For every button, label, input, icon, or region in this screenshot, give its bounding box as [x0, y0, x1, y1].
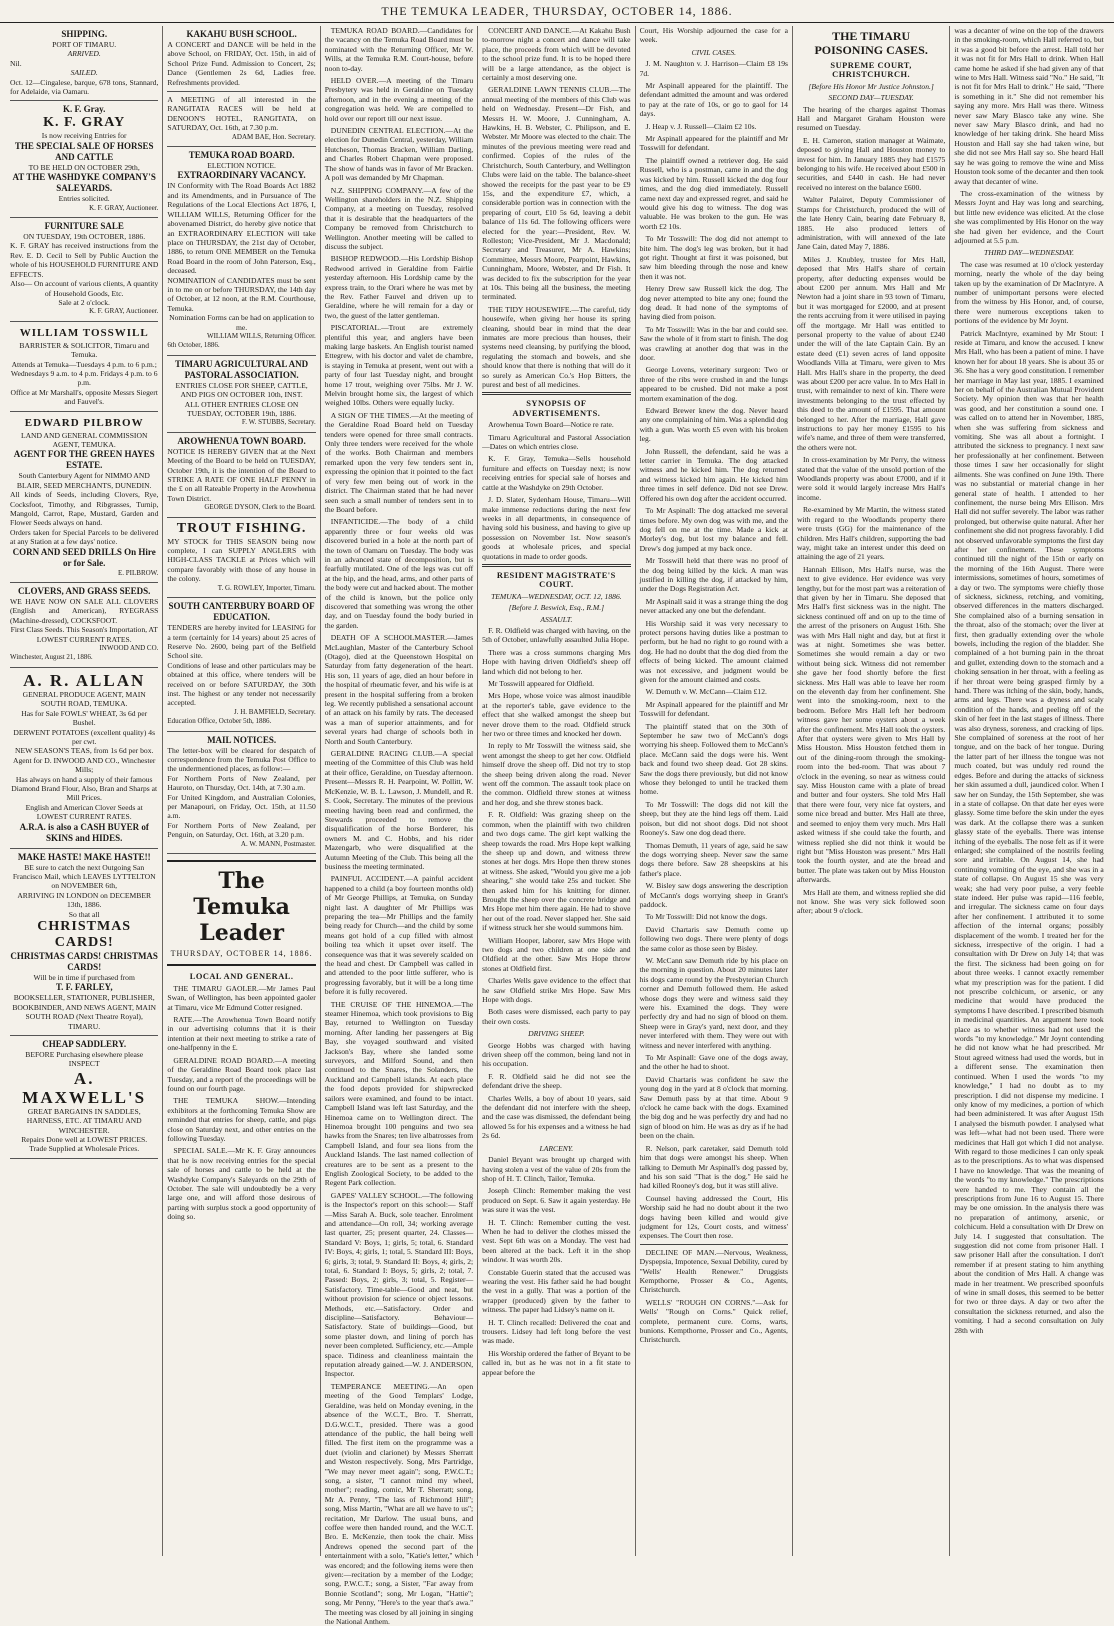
clovers-signature: INWOOD AND CO.: [99, 644, 159, 653]
allan-line-2: Has for Sale FOWLS' WHEAT, 3s 6d per Bushel.: [21, 708, 148, 728]
haste-line-3: So that all: [68, 909, 100, 919]
paper-title-block: [167, 860, 315, 966]
arowhenua-rate-ad: [167, 433, 315, 518]
road-board-date: 6th October, 1886.: [167, 341, 220, 350]
news-item: PAINFUL ACCIDENT.—A painful accident happened to a child (a boy fourteen months old) of Mr George Phillips, at Temuka, on Sunday night last. A daughter of Mr Phillips was preparing the tea—Mr Phillips and the family being ready for Church—and the child by some means got hold of a cup filled with almost boiling tea which it upset over itself. The consequence was that it was severely scalded on the head and chest. Dr Campbell was called in and attended to the poor little sufferer, who is progressing favorably, but it will be a long time before it is fully recovered.: [324, 874, 474, 997]
gray-line-2: THE SPECIAL SALE OF HORSES AND CATTLE: [14, 140, 154, 162]
pilbrow-line-6: CORN AND SEED DRILLS On Hire or for Sale.: [12, 546, 156, 568]
court-paragraph: His Worship ordered the father of Bryant to be called in, but as he was not in a fit state to appear before the: [482, 1348, 631, 1377]
clovers-line-1: WE HAVE NOW ON SALE ALL CLOVERS (English and American), RYEGRASS (Machine-dressed), COCKSFOOT.: [10, 597, 159, 625]
court-paragraph: W. Bisley saw dogs answering the description of McCann's dogs worrying sheep in Grant's paddock.: [639, 881, 788, 909]
pilbrow-line-2: AGENT FOR THE GREEN HAYES ESTATE.: [13, 449, 155, 471]
court-paragraph: David Chartaris was confident he saw the young dog in the yard at 8 o'clock that morning. Saw Demuth pass by at that time. About 9 o'clock he came back with the dogs. Examined the big dog and he was perfectly dry and had no sign of blood on him. He was as dry as if he had been on the chain.: [639, 1074, 788, 1141]
court-paragraph: Court, His Worship adjourned the case for a week.: [639, 26, 788, 45]
allan-ad: [10, 668, 158, 849]
court-paragraph: W. McCann saw Demuth ride by his place on the morning in question. About 20 minutes later his dogs came round by the Presbyterian Church corner and Demuth followed them. He asked whose dogs they were and witness said they were his. Examined the dogs. They were perfectly dry and had no sign of blood on them. Sheep were in Gray's yard, next door, and they never interfered with them. They were out with witness and never interfered with anything.: [639, 955, 788, 1050]
shipping-sailed: SAILED.: [70, 68, 98, 78]
court-paragraph: Joseph Clinch: Remember making the vest produced on Sept. 6. Saw it again yesterday. He was sure it was the vest.: [482, 1186, 631, 1215]
court-paragraph: W. Demuth v. W. McCann—Claim £12.: [645, 687, 767, 697]
court-paragraph: David Chartaris saw Demuth come up following two dogs. There were plenty of dogs the same color as those seen by Bisley.: [639, 924, 788, 953]
court-paragraph: J. Heap v. J. Russell—Claim £2 10s.: [645, 121, 757, 131]
court-paragraph: Mr Aspinall said it was a strange thing the dog never attacked any one but the defendant.: [639, 596, 788, 616]
road-board-heading: TEMUKA ROAD BOARD.: [188, 150, 295, 161]
arowhenua-signature: GEORGE DYSON, Clerk to the Board.: [204, 503, 316, 512]
trial-paragraph: E. H. Cameron, station manager at Waimate, deposed to giving Hall and Houston money to invest for him. In January 1885 they had £1575 belonging to his wife. He received about £500 in securities, and £440 in cash. He had never received no interest on the balance £600.: [796, 135, 946, 192]
trial-paragraph: Miles J. Knubley, trustee for Mrs Hall, deposed that Mrs Hall's share of certain property, after deducting expenses would be about £200 per annum. Mrs Hall and Mr Newton had a joint share in 93 town of Timaru, but it was mortgaged for £2000, and at present the rents accruing from it were utilised in paying off the mortgage. Mr Hall was entitled to personal property to the value of about £240 under the will of the late Captain Cain. By an estate deed (£1) seven acres of land opposite Woodlands Villa at Timaru, were given to Mrs Hall. Mrs Hall's share in the property, the deed was about £200 per acre value. In to Mrs Hall in trust, with remainder to next of kin. There were investments belonging to the trust effected by this deed to the amount of £1595. That amount belonged to her. After the marriage, Hall gave instructions to pay her money £1595 to his wife's name, and three of them were transferred, the others were not.: [796, 254, 946, 452]
shipping-port: PORT OF TIMARU.: [52, 40, 117, 49]
paper-name: The Temuka Leader: [193, 868, 290, 947]
synopsis-heading: SYNOPSIS OF ADVERTISEMENTS.: [512, 399, 601, 418]
allan-line-3: DERWENT POTATOES (excellent quality) 4s per cwt.: [13, 727, 156, 746]
supreme-court-judge: [Before His Honor Mr Justice Johnston.]: [808, 81, 934, 91]
rangitata-signature: ADAM BAE, Hon. Secretary.: [231, 132, 316, 141]
case-heading-assault: ASSAULT.: [540, 614, 573, 624]
court-paragraph: Mr Tosswill held that there was no proof of the dog being killed by the kick. A man was justified in killing the dog, if attacked by him, under the Dogs Registration Act.: [639, 556, 788, 594]
tosswill-name: WILLIAM TOSSWILL: [19, 326, 149, 339]
education-heading: SOUTH CANTERBURY BOARD OF EDUCATION.: [168, 601, 315, 623]
news-item: GERALDINE LAWN TENNIS CLUB.—The annual meeting of the members of this Club was held on Wednesday. Present—Dr Fish, and Messrs H. W. Moore, J. Cunningham, A. Hawkins, H. B. Webster, C. Philipson, and E. Webster. Mr Moore was elected to the chair. The minutes of the previous meeting were read and confirmed. Copies of the rules of the Christchurch, South Canterbury, and Wellington Clubs were laid on the table. The balance-sheet showed the receipts for the past year to be £9 15s, and the expenditure £7, which, a considerable portion was in connection with the preparing of court, £10 5s 6d, leaving a debit balance of 11s 6d. The following officers were elected for the year:—President, Rev. W. Rolleston; Vice-President, Mr J. Macdonald; Secretary and Treasurer, Mr A. Hawkins; Committee, Messrs Moore, Pearpoint, Hawkins, Cunningham, Moore, Webster, and Dr Fish. It was decided to fix the subscription for the year at 10s. This being all the business, the meeting terminated.: [482, 85, 631, 302]
arowhenua-body: NOTICE IS HEREBY GIVEN that at the Next Meeting of the Board to be held on TUESDAY, October 19th, it is the intention of the Board to STRIKE A RATE OF ONE HALF PENNY in the £ on all Rateable Property in the Arowhenua Town District.: [167, 446, 316, 503]
tosswill-line-2: Attends at Temuka—Tuesdays 4 p.m. to 6 p.m.; Wednesdays 9 a.m. to 4 p.m. Fridays 4 p.m. to 6 p.m.: [10, 359, 158, 388]
news-item: TEMUKA ROAD BOARD.—Candidates for the vacancy on the Temuka Road Board must be nominated with the Returning Officer, Mr W. Wills, at the Temuka R.M. Court-house, before noon to-day.: [324, 26, 474, 73]
tosswill-line-1: BARRISTER & SOLICITOR, Timaru and Temuka.: [19, 340, 149, 360]
clovers-line-2: First Class Seeds. This Season's Importation, AT LOWEST CURRENT RATES.: [10, 625, 158, 644]
court-paragraph: Both cases were dismissed, each party to pay their own costs.: [482, 1007, 631, 1026]
news-item: THE CRUISE OF THE HINEMOA.—The steamer Hinemoa, which took provisions to Big Bay, returned to Wellington on Tuesday morning. After landing her passengers at Big Bay, she voyaged southward and visited Jackson's Bay, where she landed some surveyors, and Milford Sound, and then continued to the Snares, the Solanders, the Auckland and Campbell islands. At each place the food depots provided for shipwrecked sailors were examined, and found to be intact. Campbell Island was left last Saturday, and the Hinemoa came on to Wellington direct. The Hinemoa brought 100 penguins and two sea hawks from the Snares; ten live albatrosses from Campbell Island, and four sea lions from the Auckland Islands. The last named collection of creatures are to be sent as a present to the English Zoological Society, to be added to the Regent Park collection.: [324, 999, 474, 1188]
shipping-nil: Nil.: [10, 58, 22, 68]
case-heading-driving: DRIVING SHEEP.: [528, 1029, 585, 1039]
furniture-also: Also— On account of various clients, A quantity of Household Goods, Etc.: [10, 279, 159, 298]
page-masthead: THE TEMUKA LEADER, THURSDAY, OCTOBER 14, 1886.: [0, 0, 1114, 23]
furniture-signature: K. F. GRAY, Auctioneer.: [89, 307, 159, 316]
trial-paragraph: The case was resumed at 10 o'clock yesterday morning, nearly the whole of the day being taken up by the examination of Dr MacIntyre. A number of unimportant persons were elected from the witness by His Honor, and, of course, there were numerous exceptions taken to portions of the evidence by Mr Joynt.: [954, 259, 1104, 326]
education-date: Education Office, October 5th, 1886.: [167, 717, 272, 726]
education-body-2: Conditions of lease and other particulars may be obtained at this office, where tenders will be received on or before SATURDAY, the 30th inst. The highest or any tender not necessarily accepted.: [167, 660, 316, 708]
haste-line-2: ARRIVING IN LONDON on DECEMBER 13th, 1886.: [17, 890, 152, 910]
news-item: N.Z. SHIPPING COMPANY.—A few of the Wellington shareholders in the N.Z. Shipping Company, at a meeting on Tuesday, resolved that it is desirable that the headquarters of the Company be removed from Christchurch to Wellington. Another meeting will be called to discuss the subject.: [324, 185, 474, 251]
kakahu-heading: KAKAHU BUSH SCHOOL.: [186, 29, 297, 39]
allan-line-6: Has always on hand a supply of their famous Diamond Brand Flour, Also, Bran and Sharps at Mill Prices.: [11, 774, 158, 803]
pilbrow-line-4: All kinds of Seeds, including Clovers, Rye, Cocksfoot, Timothy, and Ribgrasses, Turnip, Mangold, Carrot, Rape, Mustard, Garden and Flower Seeds always on hand.: [10, 490, 159, 528]
trial-paragraph: The hearing of the charges against Thomas Hall and Margaret Graham Houston were resumed on Tuesday.: [796, 104, 946, 133]
maxwell-intro: BEFORE Purchasing elsewhere please INSPECT: [25, 1050, 144, 1069]
trial-paragraph: Walter Palairet, Deputy Commissioner of Stamps for Christchurch, produced the will of the late Henry Cain, bearing date February 8, 1885. He also produced letters of administration, with will annexed of the late Jane Cain, dated May 7, 1886.: [796, 195, 946, 252]
mail-item-2: For United Kingdom, and Australian Colonies, per Manapouri, on Friday, Oct. 15th, at 11.50 a.m.: [167, 792, 316, 821]
court-paragraph: Counsel having addressed the Court, His Worship said he had no doubt about it the two dogs having been killed and would give judgment for 12s, Court costs, and witness' expenses. The Court then rose.: [639, 1193, 788, 1241]
gray-line-1: Is now receiving Entries for: [41, 131, 127, 141]
court-paragraph: H. T. Clinch: Remember cutting the vest. When he had to deliver the clothes missed the vest. Sept 6th was on a Monday. The vest had been altered at the back. Left it in the shop window. It was worth 20s.: [482, 1217, 631, 1265]
court-paragraph: His Worship said it was very necessary to protect persons having duties like a postman to perform, but he had no right to go round with a dog. He had no doubt that the dog died from the effects of being kicked. The amount claimed was not excessive, and judgment would be given for the amount claimed and costs.: [639, 618, 788, 684]
clovers-ad: [10, 583, 158, 668]
trial-paragraph: Patrick MacIntyre, examined by Mr Stout: I reside at Timaru, and know the accused. I knew Mrs Hall, who has been a patient of mine. I have known her for about 18 years. She is about 35 or 36. She has a very good constitution. I remember her marriage in May last year, 1885. I examined her on behalf of the Australian Mutual Provident Society. My opinion then was that her health was good, and her constitution a sound one. I was called on to attend her in November, 1885, when she was suffering from sickness and vomiting. She was all about a fortnight. I attributed the sickness to pregnancy. I next saw her professionally at her confinement. Between those times I saw her occasionally for slight ailments. She was confined on June 19th. There was no substantial or material change in her general state of health. I attended to her confinement, the nurse being Mrs Ellison. Mrs Hall did not suffer severely. The labor was rather prolonged, but otherwise quite natural. After her confinement she did not progress favorably. I did not observed unfavorable symptoms the first day after her confinement. These symptoms continued till the night of the 15th or early on the morning of the 16th August. There were intermissions, sometimes of hours, sometimes of a day or two. The symptoms were chiefly those of sickness, sickness, retching, and vomiting, observed differences in the matters discharged. She complained also of a burning sensation in the throat, also of the stomach; over the liver at first, then gradually extending over the whole bowels, including the region of the bladder. She complained of a hot burning pain in the throat and gullet, extending down to the stomach and a choking sensation in her throat, with a feeling as if her throat were being grasped firmly by a hand. There was itching of the skin, body, hands, arms and legs. There was a dryness and scaly condition of the hands, and peeling off of the skin of her feet in the last stages of illness. There was also dryness, soreness, and cracking of lips. She complained of soreness at the root of her tongue, and on the back of her tongue. During the latter part of her illness the tongue was not much coated, but was unduly red round the edges. Before and during the attacks of sickness her skin assumed a dull, jaundiced color. When I saw her on Sunday, the 15th September, she was in a state of collapse. On that date her eyes were glassy. Some time before the skin under the eyes was dark. At the collapse there was a sunken glassy state of the eyeballs. There was intense itching of the eyeballs. The nose felt as if it were enlarged; she complained of the nostrils feeling sore and irritable. On August 14, she had continuing vomiting of the eye, and she was in a state of collapse. On August 15 she was very weak; she had very poor pulse, a very feeble state indeed. Her pulse was rapid—116 feeble, and irregular. The sickness came on four days after her confinement. I attributed it to some affection of the internal organs; possibly displacement of the womb. I treated her for the sickness, irrespective of the origin. I had a consultation with Dr Drew on July 14; that was the first. The sickness had been going on for about three weeks. I cannot exactly remember what my prescription was for the patient. I did not prescribe colchicum, or arsenic, or any medicine that would have produced the symptoms I have described. I prescribed bismuth in medicinal quantities. An argument here took place as to whether witness had not used the words "to my knowledge." Mr Joynt contending he did not know what he had prescribed. Mr Stout agreed witness had used the words, but in a different sense. The examination then continued. When I used the words "to my knowledge," I had no doubt as to my prescription. I did not dispense my medicine. I only know of my medicines, a portion of which had been administered. It was after August 15th I analysed the bismuth powder. I analysed what was left—what had not been used. There were medicines that Hall got which I did not analyse. With regard to those medicines I can only speak as to the prescriptions. As to what was dispensed I have no knowledge. That was the meaning of the words "to my knowledge." The prescriptions were handed to me. They contain all the prescriptions from June 16 to August 15. There may be one omission. In the analysis there was no preparation of antimony, arsenic, or colchicum. Held a consultation with Dr Drew on July 14. I suggested that consultation. The suggestion did not come from prisoner Hall. I saw prisoner Hall after the consultation. I don't remember if at present stating to him anything about the condition of Mrs Hall. A change was made in her treatment. We prescribed spoonfuls of wine in small doses, this seemed to be better for two or three days. A day or two after the consultation the sickness returned, and also the vomiting. I had a second consultation on July 28th with: [954, 328, 1104, 1335]
education-signature: J. H. BAMFIELD, Secretary.: [233, 707, 316, 716]
column-2: [163, 26, 320, 1556]
court-paragraph: Mr Aspinall appeared for the plaintiff and Mr Tosswill for defendant.: [639, 699, 788, 719]
court-paragraph: John Russell, the defendant, said he was a letter carrier in Temuka. The dog attacked witness and he kicked him. The dog returned and witness kicked him again. He kicked him three times in self defence. Did not see Drew. Offered his own dog after the accident occurred.: [639, 446, 788, 503]
news-item: INFANTICIDE.—The body of a child apparently three or four weeks old was discovered buried in a hole at the north part of the town of Oamaru on Tuesday. The body was in an advanced state of decomposition, but is fearfully mutilated. One of the legs was cut off at the hip, and the head, arms, and other parts of the body were cut and hacked about. The mother of the child is known, but the police only discovered that something was wrong the other day, and on Tuesday found the body buried in the garden.: [324, 517, 474, 630]
trial-paragraph: was a decanter of wine on the top of the drawers in the smoking-room, which Hall referred to, but it was a good bit before the arrest. Hall told her it was not fit for Mrs Hall to drink. When Hall came home he asked if she had given any of that wine to Mrs Hall. Witness said "No." He said, "It is not fit for Mrs Hall to drink." He said, "There is something in it." She did not remember his saying any more. Mrs Hall was there. Witness never saw Mary Blasco take any wine. She never saw Mary Blasco drink, and had no knowledge of her taking drink. She heard Miss Houston and Hall say she had taken wine, but she did not see Mrs Hall say so. She heard Hall say he was going to remove the wine and Miss Houston took some of the decanter and then took away that decanter of wine.: [954, 26, 1104, 186]
court-paragraph: To Mr Tosswill: Was in the bar and could see. Saw the whole of it from start to finish. The dog was crawling at another dog that was in the door.: [639, 324, 788, 362]
court-paragraph: Charles Wells, a boy of about 10 years, said the defendant did not interfere with the sheep, and the case was dismissed, the defendant being allowed 5s for his expenses and a witness he had 2s 6d.: [482, 1093, 631, 1141]
gray-line-4: AT THE WASHDYKE COMPANY'S SALEYARDS.: [12, 172, 156, 194]
news-item: DUNEDIN CENTRAL ELECTION.—At the election for Dunedin Central, yesterday, William Hutcheson, Thomas Bracken, William Darling, and Charles Robert Chapman were proposed. The show of hands was in favor of Mr Bracken. A poll was demanded by Mr Chapman.: [324, 126, 474, 183]
christmas-heading: CHRISTMAS CARDS!: [37, 919, 132, 950]
pilbrow-line-3: South Canterbury Agent for NIMMO AND BLAIR, SEED MERCHANTS, DUNEDIN.: [16, 471, 152, 490]
tosswill-line-3: Office at Mr Marshall's, opposite Messrs Siegert and Fauvel's.: [10, 387, 158, 407]
agricultural-line-1: ENTRIES CLOSE FOR SHEEP, CATTLE, AND PIGS ON OCTOBER 10th, INST.: [175, 380, 308, 400]
furniture-time: Sale at 2 o'clock.: [58, 297, 110, 307]
pilbrow-line-1: LAND AND GENERAL COMMISSION AGENT, TEMUKA.: [20, 430, 148, 449]
third-day-heading: THIRD DAY—WEDNESDAY.: [984, 248, 1075, 258]
furniture-date: ON TUESDAY, 19th OCTOBER, 1886.: [23, 232, 146, 242]
allan-line-5: Agent for D. INWOOD AND CO., Winchester Mills;: [13, 755, 156, 775]
court-paragraph: The plaintiff stated that on the 30th of September he saw two of McCann's dogs worrying his sheep. Followed them to McCann's place. McCann said the dogs were his. Went back and found two sheep dead. Got 28 skins. Saw the dogs there previously, but did not know whose they belonged to until he tracked them home.: [639, 721, 788, 797]
maxwell-line-1: GREAT BARGAINS IN SADDLES, HARNESS, ETC. AT TIMARU AND WINCHESTER.: [26, 1106, 142, 1135]
case-heading-larceny: LARCENY.: [539, 1143, 574, 1153]
education-board-ad: [167, 598, 315, 731]
court-paragraph: To Mr Tosswill: The dogs did not kill the sheep, but they ate the hind legs off them. Laid poison, but did not shoot dogs. Did not shoot Rooney's. Saw one dog dead there.: [639, 799, 788, 838]
supreme-court-heading: SUPREME COURT, CHRISTCHURCH.: [830, 61, 912, 80]
synopsis-item: Timaru Agricultural and Pastoral Association—Dates on which entries close.: [482, 432, 631, 452]
court-paragraph: To Mr Aspinall: Gave one of the dogs away, and the other he had to shoot.: [639, 1053, 788, 1072]
local-item: RATE.—The Arowhenua Town Board notify in our advertising columns that it is their intention at their next meeting to strike a rate of one-halfpenny in the £.: [167, 1015, 316, 1053]
pilbrow-line-5: Orders taken for Special Parcels to be delivered at any Station at a few days' notice.: [10, 527, 159, 547]
divider: [482, 564, 630, 567]
court-paragraph: R. Nelson, park caretaker, said Demuth told him that dogs were amongst his sheep. When talking to Demuth Mr Aspinall's dog passed by, and his son said "That is the dog." He said he had killed Rooney's dog, but it was still alive.: [639, 1143, 788, 1191]
court-paragraph: Henry Drew saw Russell kick the dog. The dog never attempted to bite any one; found the dog dead. It had none of the symptoms of having died from poison.: [639, 284, 788, 322]
kakahu-concert-ad: [167, 26, 315, 92]
gray-horse-sale-ad: [10, 101, 158, 218]
court-paragraph: George Hobbs was charged with having driven sheep off the common, being land not in his occupation.: [482, 1040, 631, 1069]
advert-item: DECLINE OF MAN.—Nervous, Weakness, Dyspepsia, Impotence, Sexual Debility, cured by "Wells' Health Renewer." Druggists Kempthorne, Prosser & Co., Agents, Christchurch.: [639, 1247, 788, 1295]
news-item: GAPES' VALLEY SCHOOL.—The following is the Inspector's report on this school:— Staff—Miss Sarah A. Buck, sole teacher. Enrolment and attendance—On roll, 34; working average last quarter, 25; present quarter, 24. Classes—Standard V: Boys, 1; girls, 5; total, 6. Standard IV: Boys, 4; girls, 1; total, 5. Standard III: Boys, 6; girls, 3; total, 9. Standard II: Boys, 4; girls, 2; total, 6. Standard I: Boys, 5; girls, 2; total, 7. Passed: Boys, 2; girls, 3; total, 5. Register—Satisfactory. Time-table—Good and neat, but without provision for science or object lessons. Methods, etc.—Satisfactory. Order and discipline—Satisfactory. Behaviour—Satisfactory. State of buildings—Good, but some plaster down, and lining of porch has never been completed. Sufficiency, etc.—Ample space. Tidiness and cleanliness maintain the reputation already gained.—W. J. ANDERSON, Inspector.: [324, 1190, 474, 1379]
court-paragraph: To Mr Tosswill: Did not know the dogs.: [645, 912, 768, 922]
allan-name: A. R. ALLAN: [23, 670, 146, 690]
news-item: BISHOP REDWOOD.—His Lordship Bishop Redwood arrived in Geraldine from Fairlie yesterday afternoon. His Lordship came by the express train, to the Orari where he was met by the Rev. Father Fauvel and driven up to Geraldine, where he will remain for a day or two, the guest of the latter gentleman.: [324, 254, 474, 320]
gray-line-3: TO BE HELD ON OCTOBER 29th,: [28, 162, 140, 172]
court-paragraph: F. R. Oldfield said he did not see the defendant drive the sheep.: [482, 1071, 631, 1091]
poisoning-headline: THE TIMARU POISONING CASES.: [814, 29, 928, 57]
allan-line-8: A.R.A. is also a CASH BUYER of SKINS and HIDES.: [19, 821, 149, 843]
shipping-entry: Oct. 12—Cingalese, barque, 678 tons, Stannard, for Adelaide, via Oamaru.: [10, 77, 159, 97]
rm-court-before: [Before J. Beswick, Esq., R.M.]: [508, 603, 605, 613]
trial-paragraph: In cross-examination by Mr Perry, the witness stated that the value of the unsold portion of the Woodlands property was about £7000, and if it were sold it would largely increase Mrs Hall's income.: [796, 455, 946, 502]
court-paragraph: Daniel Bryant was brought up charged with having stolen a vest of the value of 20s from the shop of H. T. Clinch, Tailor, Temuka.: [482, 1155, 631, 1183]
saddlery-heading: CHEAP SADDLERY.: [42, 1039, 127, 1050]
road-board-body: IN Conformity with The Road Boards Act 1882 and its Amendments, and in Pursuance of The Regulations of the Local Elections Act 1876, I, WILLIAM WILLS, Returning Officer for the abovenamed District, do hereby give notice that an EXTRAORDINARY ELECTION will take place on THURSDAY, the 21st day of October, 1886, to return ONE MEMBER on the Temuka Road Board in the room of John Paterson, Esq., deceased.: [167, 181, 316, 276]
court-paragraph: The plaintiff owned a retriever dog. He said Russell, who is a postman, came in and the dog was kicked by him. Russell kicked the dog four times, and the dog died immediately. Russell came next day and expressed regret, and said he would give his dog to witness. The dog was valuable. He was broken to the gun. He was worth £2 10s.: [639, 155, 788, 231]
column-5: [636, 26, 793, 1556]
road-board-forms: Nomination Forms can be had on application to me.: [169, 313, 315, 332]
gray-line-5: Entries solicited.: [58, 194, 110, 204]
farley-name: T. F. FARLEY,: [55, 982, 113, 993]
local-item: GERALDINE ROAD BOARD.—A meeting of the Geraldine Road Board took place last Tuesday, and a report of the proceedings will be found on our fourth page.: [167, 1055, 316, 1093]
rm-court-heading: RESIDENT MAGISTRATE'S COURT.: [496, 570, 616, 590]
court-paragraph: To Mr Tosswill: The dog did not attempt to bite him. The dog's leg was broken, but it had got right. Thought at first it was poisoned, but saw him bleeding through the nose and knew then it was not.: [639, 234, 788, 281]
divider: [482, 392, 630, 395]
mail-item-3: For Northern Ports of New Zealand, per Penguin, on Saturday, Oct. 16th, at 3.20 p.m.: [167, 820, 316, 840]
education-body-1: TENDERS are hereby invited for LEASING for a term (certainly for 14 years) about 25 acres of Reserve No. 2600, being part of the Belfield School site.: [167, 623, 316, 661]
gray-big: K. F. GRAY: [43, 115, 126, 131]
road-board-signature: WILLIAM WILLS, Returning Officer.: [206, 331, 316, 340]
trial-paragraph: Mrs Hall ate them, and witness replied she did not know. She was very sick followed soon after; about 9 o'clock.: [796, 887, 946, 916]
court-paragraph: J. M. Naughton v. J. Harrison—Claim £8 19s 7d.: [639, 59, 788, 78]
court-paragraph: Charles Wells gave evidence to the effect that he saw Oldfield strike Mrs Hope. Saw Mrs Hope with dogs.: [482, 976, 631, 1004]
synopsis-item: K. F. Gray, Temuka—Sells household furniture and effects on Tuesday next; is now receiving entries for special sale of horses and cattle at the Washdyke on 29th October.: [482, 454, 631, 492]
clovers-date: Winchester, August 21, 1886.: [10, 653, 93, 662]
trout-signature: T. G. ROWLEY, Importer, Timaru.: [217, 583, 316, 592]
local-item: THE TEMUKA SHOW.—Intending exhibitors at the forthcoming Temuka Show are reminded that entries for sheep, cattle, and pigs close on Saturday next, and other entries on the following Tuesday.: [167, 1096, 316, 1143]
haste-heading: MAKE HASTE! MAKE HASTE!!: [17, 851, 151, 862]
column-7: [950, 26, 1107, 1556]
news-item: A SIGN OF THE TIMES.—At the meeting of the Geraldine Road Board held on Tuesday tenders were opened for three small contracts. Only three tenders were received for the whole of the works. Both Chairman and members remarked upon the very few tenders sent in, expressing the opinion that it pointed to the fact of very few men being out of work in the district. The Chairman stated that he had never seen such a small number of tenders sent in to the Board before.: [324, 410, 474, 514]
agricultural-ad: [167, 356, 315, 433]
shipping-arrived: ARRIVED.: [67, 49, 101, 59]
news-item: DEATH OF A SCHOOLMASTER.—James McLaughlan, Master of the Canterbury School (Otago), died at the Queenstown Hospital on Saturday from fatty degeneration of the heart. His son, 11 years of age, died an hour before in the hospital of rheumatic fever, and his wife is at present in the hospital suffering from a broken leg. We recently published a sensational account of an attack on his family by rats. The deceased was a man of superior attainments, and for several years had charge of schools both in North and South Canterbury.: [324, 633, 474, 746]
column-1: [6, 26, 163, 1556]
mail-item-1: For Northern Ports of New Zealand, per Hauroto, on Thursday, Oct. 14th, at 7.30 a.m.: [167, 773, 316, 793]
court-paragraph: Mr Aspinall appeared for the plaintiff and Mr Tosswill for defendant.: [639, 134, 788, 153]
pilbrow-name: EDWARD PILBROW: [24, 416, 144, 429]
christmas-line-1: CHRISTMAS CARDS! CHRISTMAS CARDS!: [10, 951, 158, 972]
court-paragraph: George Lovens, veterinary surgeon: Two or three of the ribs were crushed in and the lungs appeared to be crushed. Did not make a post mortem examination of the dog.: [639, 365, 788, 403]
haste-line-1: BE sure to catch the next Outgoing San Francisco Mail, which LEAVES LYTTELTON on NOVEMBER 6th,: [12, 862, 156, 891]
tosswill-ad: [10, 322, 158, 412]
court-paragraph: There was a cross summons charging Mrs Hope with having driven Oldfield's sheep off land which did not belong to her.: [482, 647, 631, 676]
court-paragraph: Mr Aspinall appeared for the plaintiff. The defendant admitted the amount and was ordered to pay at the rate of 10s, or go to gaol for 14 days.: [639, 81, 788, 119]
road-board-nomination: NOMINATION of CANDIDATES must be sent in to me on or before THURSDAY, the 14th day of October, at 12 noon, at the R.M. Courthouse, Temuka.: [167, 275, 316, 313]
court-paragraph: In reply to Mr Tosswill the witness said, she went amongst the sheep to get her cow. Oldfield himself drove the sheep off. Did not try to stop the sheep being driven along the road. Never went off the common. The assault took place on the common. Oldfield threw stones at witness and her dog, and she threw stones back.: [482, 741, 631, 807]
agricultural-line-2: ALL OTHER ENTRIES CLOSE ON TUESDAY, OCTOBER 19th, 1886.: [184, 399, 299, 418]
christmas-line-2: Will be in time if purchased from: [33, 973, 135, 982]
synopsis-item: J. D. Slater, Sydenham House, Timaru—Will make immense reductions during the next few weeks in all departments, in consequence of having sold his business, and having to give up possession on November 1st. Now season's goods at wholesale prices, and special quotations in made to order goods.: [482, 495, 631, 561]
news-item: HELD OVER.—A meeting of the Timaru Presbytery was held in Geraldine on Tuesday afternoon, and in the evening a meeting of the congregation was held. We are compelled to hold over our report till our next issue.: [324, 76, 474, 123]
kakahu-body: A CONCERT and DANCE will be held in the above School, on FRIDAY, Oct. 15th, in aid of School Prize Fund. Admission to Concert, 2s; Dance (Gentlemen 2s 6d, Ladies free. Refreshments provided.: [167, 40, 316, 87]
christmas-cards-ad: [10, 849, 158, 1036]
agricultural-heading: TIMARU AGRICULTURAL AND PASTORAL ASSOCIATION.: [174, 358, 309, 380]
shipping-heading: SHIPPING.: [61, 29, 108, 39]
rangitata-body: A MEETING of all interested in the RANGITATA RACES will be held at DENOON'S HOTEL, RANGITATA, on SATURDAY, Oct. 16th, at 7.30 p.m.: [167, 95, 316, 133]
shipping-notice: [10, 26, 158, 101]
trout-fishing-ad: [167, 518, 315, 598]
column-3: [321, 26, 478, 1626]
court-paragraph: H. T. Clinch recalled: Delivered the coat and trousers. Lidsey had left long before the vest was made.: [482, 1317, 631, 1346]
road-board-vacancy: EXTRAORDINARY VACANCY.: [177, 170, 306, 181]
second-day-heading: SECOND DAY—TUESDAY.: [828, 93, 914, 103]
pilbrow-ad: [10, 412, 158, 583]
trial-paragraph: Re-examined by Mr Martin, the witness stated with regard to the Woodlands property there were trusts (GG) for the maintenance of the children. Mrs Hall's children, supporting the bad way, might take an interest under this deed on attaining the age of 21 years.: [796, 505, 946, 562]
maxwell-line-2: Repairs Done well at LOWEST PRICES.: [21, 1135, 148, 1145]
rm-court-date: TEMUKA—WEDNESDAY, OCT. 12, 1886.: [491, 591, 622, 601]
allan-line-4: NEW SEASON'S TEAS, from 1s 6d per box.: [14, 746, 154, 756]
column-6: [793, 26, 950, 1556]
court-paragraph: F. R. Oldfield: Was grazing sheep on the common, when the plaintiff with two children and two dogs came. The girl kept walking the sheep towards the road. Mrs Hope kept walking the sheep up and down, and witness threw stones at her dogs. Mrs Hope then threw stones at witness. She asked, "Would you give me a job shearing," she would take 25s and tucker. She then asked him for his knitting for dinner. Brought the sheep over the concrete bridge and Mrs Hope met him there again. He had to shove her out of the road. Never slapped her. She said if witness struck her she would summons him.: [482, 810, 631, 933]
road-board-election-ad: [167, 147, 315, 356]
furniture-sale-ad: [10, 218, 158, 322]
column-4: [478, 26, 635, 1556]
news-item: TEMPERANCE MEETING.—An open meeting of the Good Templars' Lodge, Geraldine, was held on Monday evening, in the absence of the W.C.T., Bro. T. Sherratt, D.G.W.C.T., presided. There was a good attendance of the public, the hall being well filled. The first item on the programme was a duet (violin and clarionet) by Messrs Sherratt and Weston respectively. Song, Mrs Partridge, "We may never meet again"; song, P.W.C.T.; song, a sister, "I cannot mind my wheel, mother"; reading, comic, Mr T. Sherratt; song, Mr A. Penny, "The lass of Richmond Hill"; song, Miss Martin, "What are all we have to us"; recitation, Mr Darlow. The usual buns, and coffee were then handed round, and the W.C.T. Bro. E. McKenzie, then took the chair. Miss Andrews opened the second part of the entertainment with a solo, "Katie's letter," which was encored; and the following items were then given:—recitation by a member of the Lodge; song, P.W.C.T.; song, a Sister, "Far away from Bonnie Scotland"; song, Mr Logan, "Hattie"; song, Mr Penny, "Here's to the year that's awa." The meeting was closed by all joining in singing the National Anthem.: [324, 1381, 474, 1626]
maxwell-line-3: Trade Supplied at Wholesale Prices.: [29, 1144, 140, 1154]
local-item: THE TIMARU GAOLER.—Mr James Paul Swan, of Wellington, has been appointed gaoler at Timaru, vice Mr Edmund Cotter resigned.: [167, 983, 316, 1012]
local-item: SPECIAL SALE.—Mr K. F. Gray announces that he is now receiving entries for the special sale of horses and cattle to be held at the Washdyke Company's Saleyards on the 29th of October. The sale will undoubtedly be a very large one, and will afford those desirous of parting with surplus stock a good opportunity of doing so.: [167, 1146, 316, 1222]
trout-heading: TROUT FISHING.: [176, 520, 307, 536]
news-item: THE TIDY HOUSEWIFE.—The careful, tidy housewife, when giving her house its spring cleaning, should bear in mind that the dear inmates are more precious than houses, their systems need cleansing, by purifying the blood, regulating the stomach and bowels, and she should know that there is nothing that will do it so surely as American Co.'s Hop Bitters, the purest and best of all medicines.: [482, 304, 631, 390]
farley-address: BOOKSELLER, STATIONER, PUBLISHER, BOOKBINDER, AND NEWS AGENT, MAIN SOUTH ROAD (Next Theatre Royal), TIMARU.: [12, 993, 157, 1031]
mail-heading: MAIL NOTICES.: [207, 734, 277, 745]
maxwell-name: A. MAXWELL'S: [22, 1068, 147, 1107]
court-paragraph: To Mr Aspinall: The dog attacked me several times before. My own dog was with me, and the dog fell on me at the time. Made a kick at Morley's dog, but lost my balance and fell. Drew's dog jumped at my back once.: [639, 506, 788, 553]
court-paragraph: Constable Guerin stated that the accused was wearing the vest. His father said he had bought the vest in a gully. That was a portion of the wrapper (produced) given by the father to witness. The paper had Lidsey's name on it.: [482, 1267, 631, 1315]
court-paragraph: Mr Tosswill appeared for Oldfield.: [488, 679, 594, 688]
furniture-body: K. F. GRAY has received instructions from the Rev. E. D. Cecil to Sell by Public Auction the whole of his HOUSEHOLD FURNITURE AND EFFECTS.: [10, 241, 159, 279]
paper-date: THURSDAY, OCTOBER 14, 1886.: [170, 949, 313, 959]
court-paragraph: F. R. Oldfield was charged with having, on the 5th of October, unlawfully assaulted Julia Hope.: [482, 625, 631, 645]
news-item: CONCERT AND DANCE.—At Kakahu Bush to-morrow night a concert and dance will take place, the proceeds from which will be devoted to the school prize fund. It is to be hoped there will be a large attendance, as the object is certainly a most deserving one.: [482, 26, 631, 83]
columns: [6, 26, 1108, 1626]
court-paragraph: Thomas Demuth, 11 years of age, said he saw the dogs worrying sheep. Never saw the same dogs there before. Saw 28 sheepskins at his father's place.: [639, 840, 788, 878]
gray-heading: K. F. Gray.: [62, 104, 106, 115]
local-general-heading: LOCAL AND GENERAL.: [189, 972, 294, 982]
rangitata-meeting-ad: [167, 92, 315, 147]
gray-signature: K. F. GRAY, Auctioneer.: [89, 203, 159, 212]
synopsis-item: Arowhenua Town Board—Notice re rate.: [488, 420, 614, 430]
mail-intro: The letter-box will be cleared for despatch of correspondence from the Temuka Post Office to the undermentioned places, as follow:—: [167, 745, 316, 774]
court-paragraph: William Hooper, laborer, saw Mrs Hope with two dogs and two children at one side and Oldfield at the other. Saw Mrs Hope throw stones at Oldfield first.: [482, 935, 631, 973]
news-item: PISCATORIAL.—Trout are extremely plentiful this year, and anglers have been making large baskets. An English tourist named Ettegrew, with his doctor and valet de chambre, is staying in Temuka at present, went out with a party of four last Tuesday night, and brought home 17 trout, weighing over 75lbs. Mr J. W. Melvin brought home six, the largest of which weighed 10lbs. Others were equally lucky.: [324, 323, 474, 408]
maxwell-ad: [10, 1036, 158, 1159]
mail-signature: A. W. MANN, Postmaster.: [240, 839, 316, 848]
road-board-subheading: ELECTION NOTICE.: [207, 161, 276, 171]
furniture-heading: FURNITURE SALE: [44, 221, 124, 232]
clovers-heading: CLOVERS, AND GRASS SEEDS.: [18, 586, 151, 597]
divider: [640, 1244, 788, 1245]
advert-item: WELLS' "ROUGH ON CORNS."—Ask for Wells' "Rough on Corns." Quick relief, complete, permanent cure. Corns, warts, bunions. Kempthorne, Prosser and Co., Agents, Christchurch.: [639, 1297, 788, 1345]
allan-line-1: GENERAL PRODUCE AGENT, MAIN SOUTH ROAD, TEMUKA.: [22, 689, 146, 709]
news-item: GERALDINE RACING CLUB.—A special meeting of the Committee of this Club was held at their office, Geraldine, on Tuesday afternoon. Present—Messrs R. H. Pearpoint, W. Pollitt, W. McKenzie, W. B. L. Lawson, J. Mundell, and R. S. Cook, Secretary. The minutes of the previous meeting having been read and confirmed, the Stewards proceeded to remove the disqualification of the horse Borderer, his owners M. and C. Hobbs, and his rider Mazengarb, who were disqualified at the Autumn Meeting of the Club. This being all the business the meeting terminated.: [324, 749, 474, 871]
mail-notices: [167, 732, 315, 854]
trial-paragraph: The cross-examination of the witness by Messrs Joynt and Hay was long and searching, but little new evidence was elicited. At the close she was complimented by His Honor on the way she had given her evidence, and the Court adjourned at 5.5 p.m.: [954, 188, 1104, 245]
trial-paragraph: Hannah Ellison, Mrs Hall's nurse, was the next to give evidence. Her evidence was very lengthy, but for the most part was a reiteration of that given by her in Timaru. She deposed that Mrs Hall's first sickness was in the night. The sickness continued off and on up to the time of the arrest of the prisoners on August 16th. She was with Mrs Hall night and day, but at first it was at night. Sometimes she was better. Sometimes she would remain a day or two without being sick. Witness did not remember she gave her food shortly before the first sickness. Mrs Hall was able to leave her room on the eleventh day from her confinement. She went into the smoking-room, next to the bedroom. Before Mrs Hall left her bedroom witness gave her some oysters about a week after the confinement. Mrs Hall took the oysters. After that oysters were given to Mrs Hall by Miss Houston. Miss Houston fetched them in out of the dining-room through the smoking-room into the bed-room. That was about 7 o'clock in the evening, so near as witness could say. Miss Houston came with a plate of bread and butter and four oysters. She told Mrs Hall that there were four, very nice fat oysters, and some nice bread and butter. Mrs Hall ate three, and seemed to enjoy them very much. Mrs Hall asked witness if she could take the fourth, and witness replied she did not think it would be right but "Miss Houston was present." Mrs Hall took the fourth oyster, and ate the bread and butter. The plate was taken out by Miss Houston afterwards.: [796, 564, 946, 885]
allan-line-7: English and American Clover Seeds at LOWEST CURRENT RATES.: [25, 802, 143, 822]
case-heading-civil: CIVIL CASES.: [691, 47, 737, 57]
court-paragraph: Mrs Hope, whose voice was almost inaudible at the reporter's table, gave evidence to the effect that she walked amongst the sheep but never drove them to the road. Oldfield struck her two or three times and knocked her down.: [482, 691, 631, 739]
pilbrow-signature: E. PILBROW.: [118, 568, 159, 577]
court-paragraph: Edward Brewer knew the dog. Never heard any one complaining of him. Was a splendid dog with a gun. Was worth £5 even with his broken leg.: [639, 406, 788, 444]
trout-body: MY STOCK for THIS SEASON being now complete, I can SUPPLY ANGLERS with HIGH-CLASS TACKLE at Prices which will compare favorably with those of any house in the colony.: [167, 536, 316, 584]
agricultural-signature: F. W. STUBBS, Secretary.: [241, 418, 316, 427]
arowhenua-heading: AROWHENUA TOWN BOARD.: [177, 435, 306, 446]
